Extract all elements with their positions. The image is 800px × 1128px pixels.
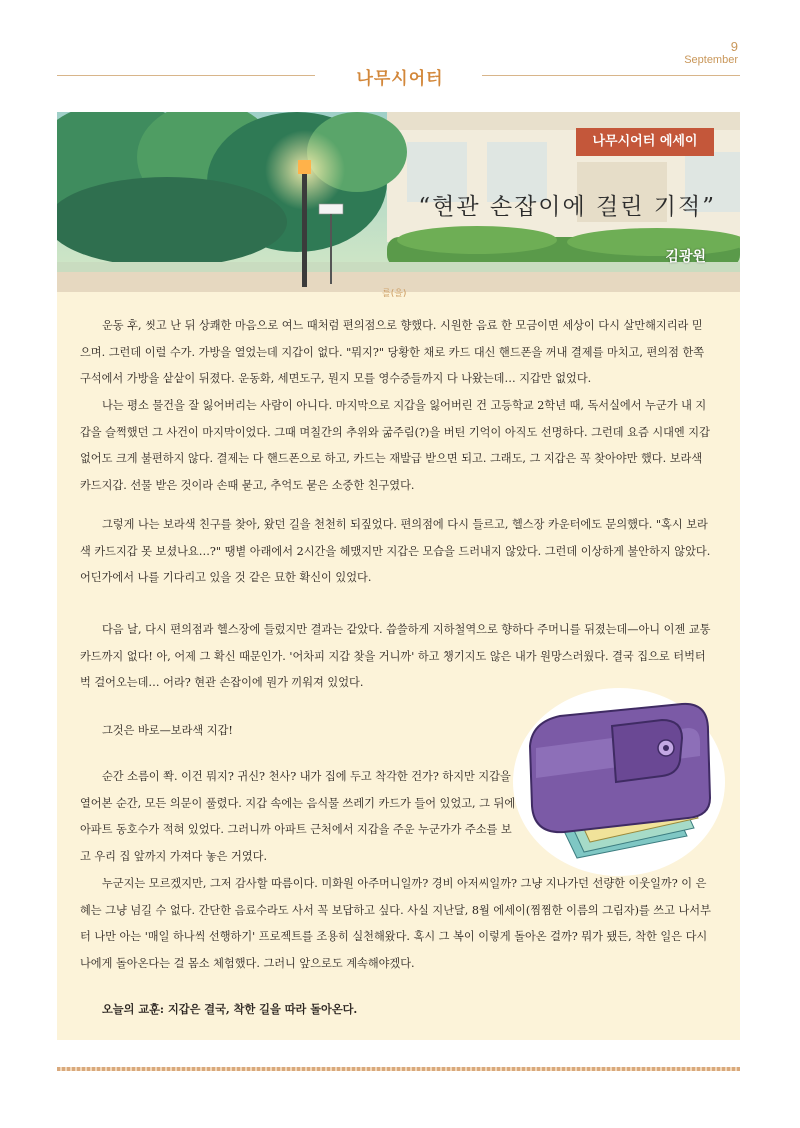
essay-badge: 나무시어터 에세이 [576,128,714,156]
page-number: 9 [730,39,738,54]
page-number-block [684,40,738,67]
essay-lesson: 오늘의 교훈: 지갑은 결국, 착한 길을 따라 돌아온다. [102,1002,358,1016]
header-rule-left [57,75,315,76]
essay-title: “현관 손잡이에 걸린 기적” [418,194,716,220]
header-rule-right [482,75,740,76]
essay-paragraph: 운동 후, 씻고 난 뒤 상쾌한 마음으로 여느 때처럼 편의점으로 향했다. 시원한 음료 한 모금이면 세상이 다시 살만해지리라 믿으며. 그런데 이럴 수가. 가방을 열었는데 지갑이 없다. "뭐지?" 당황한 채로 카드 대신 핸드폰을 꺼내 결제를 마치고, 편의점 한쪽 구석에서 가방을 샅샅이 뒤졌다. 운동화, 세면도구, 뭔지 모를 영수증들까지 다 나왔는데… 지갑만 없었다. [80,319,705,386]
essay-paragraph: 그렇게 나는 보라색 친구를 찾아, 왔던 길을 천천히 되짚었다. 편의점에 다시 들르고, 헬스장 카운터에도 문의했다. "혹시 보라색 카드지갑 못 보셨나요…?" 땡볕 아래에서 2시간을 헤맸지만 지갑은 모습을 드러내지 않았다. 그런데 이상하게 불안하지 않았다. 어딘가에서 나를 기다리고 있을 것 같은 묘한 확신이 있었다. [80,518,711,585]
ruby-annotation: 를(을) [382,289,407,299]
wallet-illustration [512,686,726,878]
essay-paragraph: 누군지는 모르겠지만, 그저 감사할 따름이다. 미화원 아주머니일까? 경비 아저씨일까? 그냥 지나가던 선량한 이웃일까? 이 은혜는 그냥 넘길 수 없다. 간단한 음료수라도 사서 꼭 보답하고 싶다. 사실 지난달, 8월 에세이(찜찜한 이름의 그림자)를 쓰고 나서부터 나만 아는 '매일 하나씩 선행하기' 프로젝트를 조용히 실천해왔다. 혹시 그 복이 이렇게 돌아온 걸까? 뭐가 됐든, 착한 일은 다시 나에게 돌아온다는 걸 몸소 체험했다. 그러니 앞으로도 계속해야겠다. [80,877,711,971]
essay-paragraph: 다음 날, 다시 편의점과 헬스장에 들렀지만 결과는 같았다. 씁쓸하게 지하철역으로 향하다 주머니를 뒤졌는데—아니 이젠 교통카드까지 없다! 아, 어제 그 확신 때문인가. '어차피 지갑 찾을 거니까' 하고 챙기지도 않은 내가 원망스러웠다. 결국 집으로 터벅터벅 걸어오는데… 어라? 현관 손잡이에 뭔가 끼워져 있었다. [80,623,711,690]
essay-paragraph: 순간 소름이 쫙. 이건 뭐지? 귀신? 천사? 내가 집에 두고 착각한 건가? 하지만 지갑을 열어본 순간, 모든 의문이 풀렸다. 지갑 속에는 음식물 쓰레기 카드가 들어 있었고, 그 뒤에 아파트 동호수가 적혀 있었다. 그러니까 아파트 근처에서 지갑을 주운 누군가가 주소를 보고 우리 집 앞까지 가져다 놓은 거였다. [80,770,516,864]
essay-paragraph: 그것은 바로—보라색 지갑! [102,724,233,737]
masthead-logo: 나무시어터 [356,69,444,89]
essay-author: 김광원 [665,249,706,265]
essay-paragraph: 나는 평소 물건을 잘 잃어버리는 사람이 아니다. 마지막으로 지갑을 잃어버린 건 고등학교 2학년 때, 독서실에서 누군가 내 지갑을 슬쩍했던 그 사건이 마지막이었다. 그때 며칠간의 추위와 굶주림(?)을 버틴 기억이 아직도 선명하다. 그런데 요즘 시대엔 지갑 없어도 크게 불편하지 않다. 결제는 다 핸드폰으로 하고, 카드는 재발급 받으면 되고. 그래도, 그 지갑은 꼭 찾아야만 했다. 보라색 카드지갑. 선물 받은 것이라 손때 묻고, 추억도 묻은 소중한 친구였다. [80,399,710,493]
page-month: September [684,54,738,66]
footer-rule [57,1067,740,1071]
